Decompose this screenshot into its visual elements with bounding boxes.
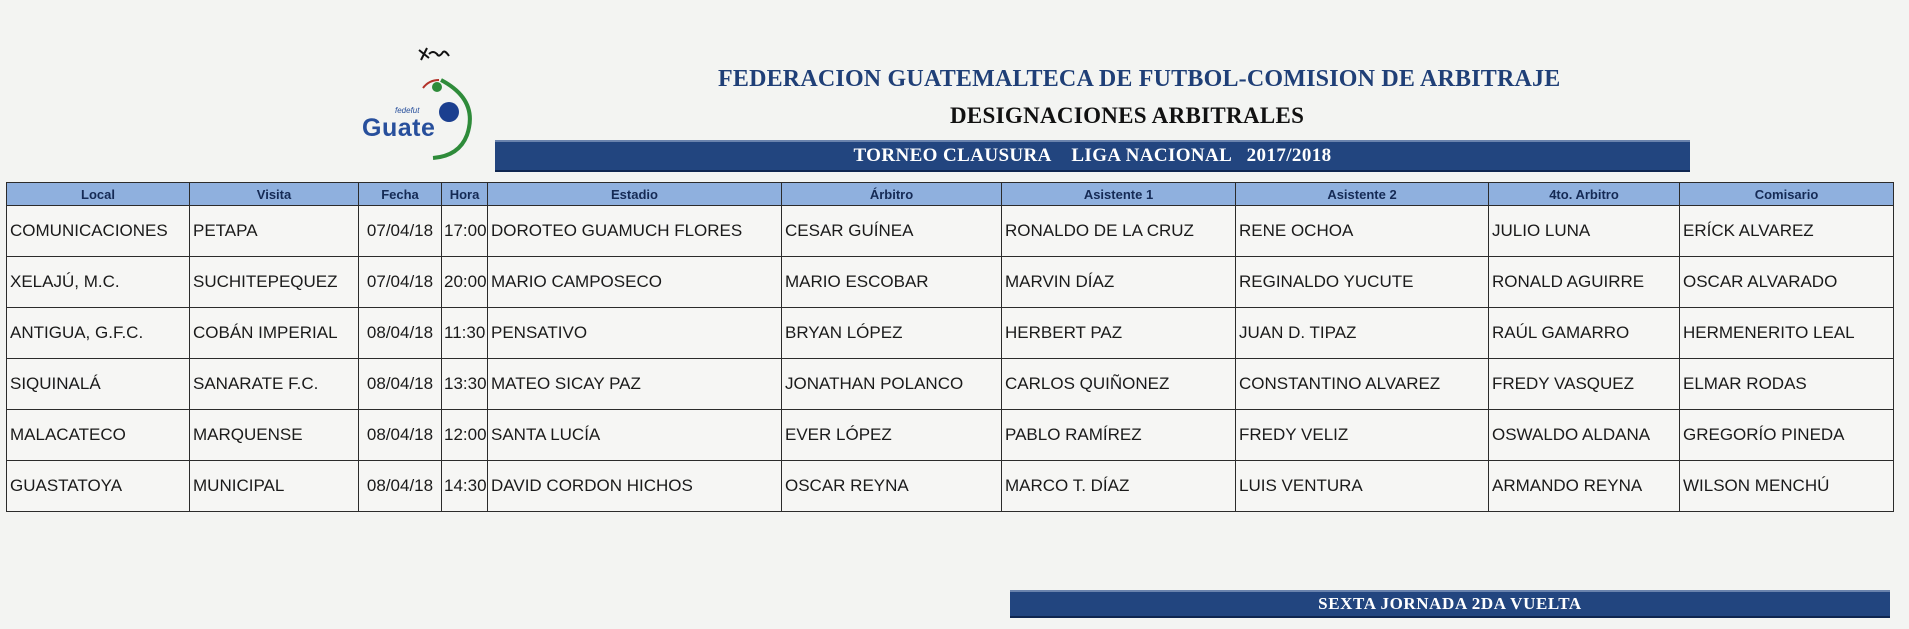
cell-estadio: DOROTEO GUAMUCH FLORES [488, 206, 782, 257]
cell-comisario: ERÍCK ALVAREZ [1680, 206, 1894, 257]
cell-fecha: 08/04/18 [359, 461, 442, 512]
cell-comisario: GREGORÍO PINEDA [1680, 410, 1894, 461]
cell-fecha: 07/04/18 [359, 206, 442, 257]
header-asistente-1: Asistente 1 [1002, 183, 1236, 206]
header-estadio: Estadio [488, 183, 782, 206]
cell-estadio: SANTA LUCÍA [488, 410, 782, 461]
cell-estadio: DAVID CORDON HICHOS [488, 461, 782, 512]
header-hora: Hora [442, 183, 488, 206]
header-cuarto-arbitro: 4to. Arbitro [1489, 183, 1680, 206]
cell-comisario: OSCAR ALVARADO [1680, 257, 1894, 308]
table-row [7, 206, 1894, 257]
header-comisario: Comisario [1680, 183, 1894, 206]
cell-hora: 12:00 [442, 410, 488, 461]
logo-brand-text: Guate [362, 114, 436, 142]
table-row [7, 410, 1894, 461]
document-subtitle: DESIGNACIONES ARBITRALES [950, 103, 1305, 128]
header-asistente-2: Asistente 2 [1236, 183, 1489, 206]
cell-visita: SANARATE F.C. [190, 359, 359, 410]
tournament-band: TORNEO CLAUSURA LIGA NACIONAL 2017/2018 [495, 140, 1690, 172]
cell-asistente-2: JUAN D. TIPAZ [1236, 308, 1489, 359]
cell-comisario: ELMAR RODAS [1680, 359, 1894, 410]
cell-estadio: PENSATIVO [488, 308, 782, 359]
cell-fecha: 08/04/18 [359, 308, 442, 359]
cell-arbitro: MARIO ESCOBAR [782, 257, 1002, 308]
header-fecha: Fecha [359, 183, 442, 206]
cell-asistente-2: REGINALDO YUCUTE [1236, 257, 1489, 308]
cell-hora: 11:30 [442, 308, 488, 359]
cell-hora: 14:30 [442, 461, 488, 512]
header-local: Local [7, 183, 190, 206]
cell-asistente-1: MARCO T. DÍAZ [1002, 461, 1236, 512]
cell-hora: 13:30 [442, 359, 488, 410]
federation-title: FEDERACION GUATEMALTECA DE FUTBOL-COMISION DE ARBITRAJE [718, 66, 1561, 92]
cell-local: GUASTATOYA [7, 461, 190, 512]
cell-visita: MARQUENSE [190, 410, 359, 461]
cell-comisario: HERMENERITO LEAL [1680, 308, 1894, 359]
cell-cuarto-arbitro: JULIO LUNA [1489, 206, 1680, 257]
table-header-row [7, 183, 1894, 206]
cell-estadio: MATEO SICAY PAZ [488, 359, 782, 410]
table-row [7, 308, 1894, 359]
table-row [7, 359, 1894, 410]
cell-fecha: 07/04/18 [359, 257, 442, 308]
cell-local: ANTIGUA, G.F.C. [7, 308, 190, 359]
header-visita: Visita [190, 183, 359, 206]
cell-asistente-2: LUIS VENTURA [1236, 461, 1489, 512]
cell-arbitro: JONATHAN POLANCO [782, 359, 1002, 410]
cell-asistente-2: FREDY VELIZ [1236, 410, 1489, 461]
cell-visita: SUCHITEPEQUEZ [190, 257, 359, 308]
cell-hora: 17:00 [442, 206, 488, 257]
cell-arbitro: EVER LÓPEZ [782, 410, 1002, 461]
cell-fecha: 08/04/18 [359, 410, 442, 461]
table-row [7, 461, 1894, 512]
cell-asistente-2: RENE OCHOA [1236, 206, 1489, 257]
cell-cuarto-arbitro: ARMANDO REYNA [1489, 461, 1680, 512]
cell-local: COMUNICACIONES [7, 206, 190, 257]
cell-local: MALACATECO [7, 410, 190, 461]
cell-arbitro: OSCAR REYNA [782, 461, 1002, 512]
cell-cuarto-arbitro: RONALD AGUIRRE [1489, 257, 1680, 308]
cell-fecha: 08/04/18 [359, 359, 442, 410]
cell-asistente-1: HERBERT PAZ [1002, 308, 1236, 359]
cell-arbitro: BRYAN LÓPEZ [782, 308, 1002, 359]
fedefut-guate-logo [355, 40, 485, 162]
cell-hora: 20:00 [442, 257, 488, 308]
cell-local: XELAJÚ, M.C. [7, 257, 190, 308]
jornada-band: SEXTA JORNADA 2DA VUELTA [1010, 590, 1890, 618]
cell-visita: MUNICIPAL [190, 461, 359, 512]
cell-local: SIQUINALÁ [7, 359, 190, 410]
cell-cuarto-arbitro: RAÚL GAMARRO [1489, 308, 1680, 359]
table-row [7, 257, 1894, 308]
cell-asistente-1: PABLO RAMÍREZ [1002, 410, 1236, 461]
cell-arbitro: CESAR GUÍNEA [782, 206, 1002, 257]
cell-visita: COBÁN IMPERIAL [190, 308, 359, 359]
cell-visita: PETAPA [190, 206, 359, 257]
logo-small-text: fedefut [395, 106, 420, 115]
cell-cuarto-arbitro: FREDY VASQUEZ [1489, 359, 1680, 410]
cell-asistente-1: MARVIN DÍAZ [1002, 257, 1236, 308]
cell-comisario: WILSON MENCHÚ [1680, 461, 1894, 512]
cell-asistente-1: CARLOS QUIÑONEZ [1002, 359, 1236, 410]
cell-asistente-2: CONSTANTINO ALVAREZ [1236, 359, 1489, 410]
cell-estadio: MARIO CAMPOSECO [488, 257, 782, 308]
header-arbitro: Árbitro [782, 183, 1002, 206]
assignments-table [6, 182, 1894, 512]
cell-asistente-1: RONALDO DE LA CRUZ [1002, 206, 1236, 257]
cell-cuarto-arbitro: OSWALDO ALDANA [1489, 410, 1680, 461]
